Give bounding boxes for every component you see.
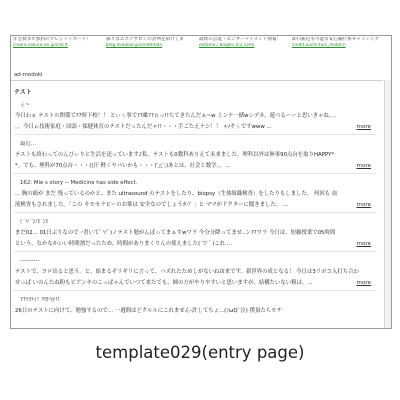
ad-bar	[12, 37, 384, 66]
entry-title[interactable]: ----------	[20, 258, 40, 264]
ad-unit[interactable]	[291, 37, 384, 66]
template-caption: template029(entry page)	[95, 343, 305, 362]
ad-title[interactable]: 最新の芸能・エンターテイメント情報！	[199, 37, 282, 42]
entry-excerpt-line: 液検査もされました。「この キモセラピーのお薬は 安全なのでしょうか？」と ママがドクターに聞きました。 ...	[15, 202, 289, 208]
ad-url-link[interactable]: blog.livedoor.jp/smethtida	[106, 43, 163, 48]
entry-item	[14, 102, 377, 135]
entry-item	[14, 297, 377, 318]
ad-unit[interactable]	[198, 37, 291, 66]
entry-item	[14, 180, 377, 213]
entry-title[interactable]: ??ﾃｽﾃｨ?ﾞ?昨昼!!	[20, 297, 60, 303]
ad-url-link[interactable]: creore.sakura.ne.jp/cmc/t	[13, 43, 68, 48]
entry-item	[14, 258, 377, 291]
ad-unit[interactable]	[12, 37, 105, 66]
ad-url-link[interactable]: credit.ouchi-tu/c_mobit.h	[292, 43, 346, 48]
more-link[interactable]: more	[356, 163, 371, 169]
more-link[interactable]: more	[356, 241, 371, 247]
site-name: ad-modoki	[14, 72, 43, 78]
entry-excerpt-line: テストで、ヨロ出ると思う。と、始まるギリギリに言って、ハズれたためしがないね由来です。新世界の成となる！ 今日は3リポコ入打ち合わ	[15, 269, 359, 275]
vertical-scrollbar[interactable]	[384, 80, 391, 328]
page-heading: テスト	[14, 89, 32, 96]
more-link[interactable]: more	[356, 124, 371, 130]
entry-excerpt-line: *。でも、理科が70点台・・・((汗 軽くヤバいかも・・・( ̄△ ̄;)あとは、社会と数学。。...	[15, 163, 230, 169]
entry-title[interactable]: ぇ~	[20, 102, 30, 108]
entry-excerpt-line: 。。今日ゎ技術家庭・国語・保健体育のテストだったんだゃ!!・・・手ごたえナシ！！ ゃ/そぅですwww ...	[15, 124, 272, 130]
entry-excerpt-line: という、なかなかいい時間割だったため、時間がありまくりんの使えました(´▽｀)これ ...	[15, 241, 233, 247]
more-link[interactable]: more	[356, 280, 371, 286]
entry-title[interactable]: 最近…	[20, 141, 37, 147]
ad-unit[interactable]	[105, 37, 198, 66]
entry-excerpt-line: まだ02... 01日ぶりなので ｰ書いてﾟ∀ﾟ)ノテスト勉がんばってまぁすwワラ 今分分降ってませ..ン??ワラ 今日は、短縮授業で05時間	[15, 230, 336, 236]
header-divider	[11, 80, 383, 81]
ad-url-link[interactable]: entame7.blog91.fc2.com/	[199, 43, 255, 48]
entry-item	[14, 141, 377, 174]
entry-excerpt-line: 今日わぁ テストの関係で??時下校！！ とぃぅ事で??雄??ぉっ!!ちてきたんだぁ~w ミンナ一緒wンデネ。遊べるーーと思いきゃね。。。	[15, 113, 340, 119]
entry-item	[14, 219, 377, 252]
entry-excerpt-line: せっぱ いのんたね粉もピアンキのこっぱゃんでいつて来たでも、師の方がやりやすいと思いますが、結構たいない粗は。...	[15, 280, 313, 286]
ad-title[interactable]: 即日振込も可能な安心銀行系キャッシング	[292, 37, 380, 42]
entry-excerpt-line: ... 胸の痛が まだ 残っているのかと、また ultrasound のテストをしたり、biopsy（生体組織検査）をしたりもしました。 何回も 血	[15, 191, 338, 197]
ad-title[interactable]: 年会費永年無料のクレジットカード！	[13, 37, 91, 42]
page-preview-frame	[10, 35, 392, 329]
entry-title[interactable]: 162: Mie s story -- Medicine has side effect.	[20, 180, 138, 186]
entry-list	[14, 102, 377, 324]
more-link[interactable]: more	[356, 202, 371, 208]
entry-title[interactable]: (ﾟ∀ﾟ)ﾉﾋﾞﾝﾋﾞ	[20, 219, 52, 225]
entry-excerpt-line: 26日のテストに向けて、勉強するので… 一週間ほどクルルにこれません-許してちょ...(ﾉωQ`泣) 僕頂たらモチ	[15, 308, 282, 314]
ad-title[interactable]: 様々なエステサロンの評判を紹介しま	[106, 37, 185, 42]
entry-excerpt-line: テストも終わってのんびぃりと生活を送っています♪私。テストも0教科ありえて未来ました。理科以外は無事90点台を取りHAPPY*	[15, 152, 335, 158]
